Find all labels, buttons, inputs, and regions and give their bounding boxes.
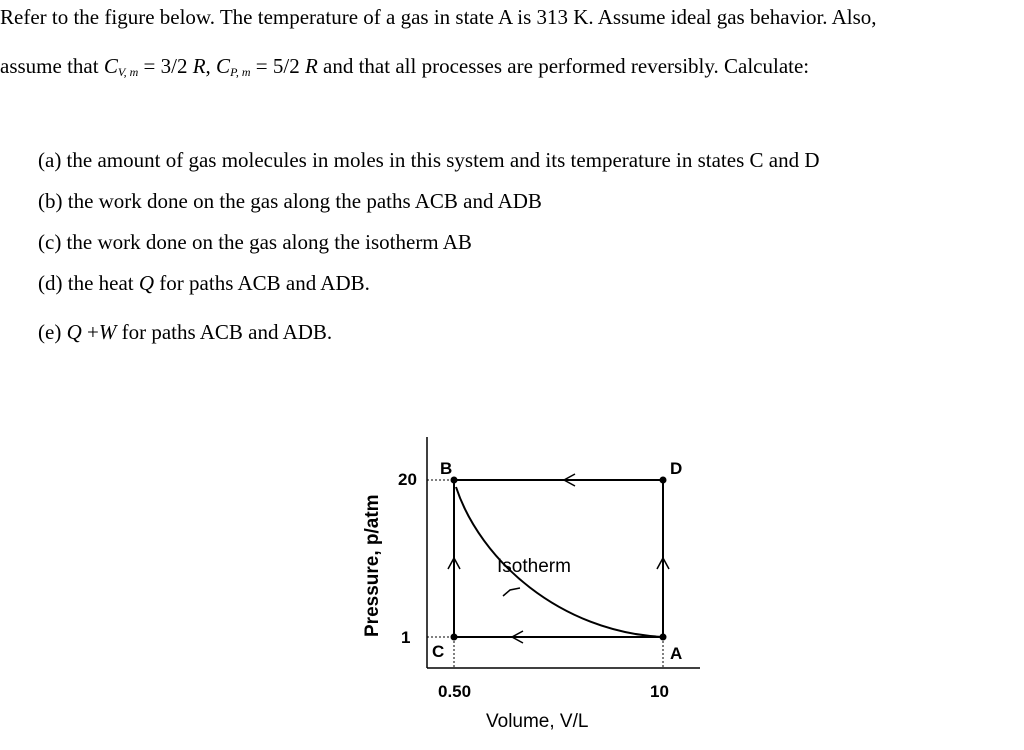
point-C-label: C	[432, 642, 445, 661]
point-B-label: B	[440, 459, 453, 478]
cp-r: R	[304, 54, 318, 78]
x-axis-label: Volume, V/L	[486, 711, 589, 732]
intro-line-2-pre: assume that	[0, 54, 104, 78]
question-d-q: Q	[138, 271, 155, 295]
question-e-q: Q	[66, 320, 82, 344]
point-A-marker	[660, 634, 667, 641]
point-A-label: A	[670, 644, 683, 663]
isotherm-label: Isotherm	[497, 556, 571, 577]
question-d-post: for paths ACB and ADB.	[154, 271, 370, 295]
point-D-marker	[660, 477, 667, 484]
question-e-pre: (e)	[38, 320, 67, 344]
cp-symbol: C	[216, 54, 231, 78]
question-e-plus: +	[81, 320, 99, 344]
question-d-pre: (d) the heat	[38, 271, 139, 295]
question-e-post: for paths ACB and ADB.	[116, 320, 333, 344]
y-tick-20: 20	[398, 470, 417, 489]
question-b: (b) the work done on the gas along the paths ACB and ADB	[38, 189, 542, 213]
cv-r: R	[192, 54, 206, 78]
cv-value: = 3/2	[138, 54, 193, 78]
y-axis-label: Pressure, p/atm	[362, 494, 383, 637]
arrow-isotherm	[503, 588, 520, 596]
question-c: (c) the work done on the gas along the isotherm AB	[38, 230, 472, 254]
x-tick-low: 0.50	[438, 682, 472, 701]
separator: ,	[205, 54, 217, 78]
x-tick-high: 10	[650, 682, 669, 701]
intro-line-2-post: and that all processes are performed reversibly. Calculate:	[317, 54, 810, 78]
cv-subscript: V, m	[117, 65, 139, 79]
intro-line-1: Refer to the figure below. The temperature of a gas in state A is 313 K. Assume ideal gas behavior. Also,	[0, 5, 877, 29]
y-tick-1: 1	[401, 628, 411, 647]
question-e-w: W	[98, 320, 117, 344]
question-a: (a) the amount of gas molecules in moles in this system and its temperature in states C and D	[38, 148, 820, 172]
point-D-label: D	[670, 459, 683, 478]
cv-symbol: C	[103, 54, 118, 78]
cp-subscript: P, m	[230, 65, 251, 79]
cp-value: = 5/2	[250, 54, 305, 78]
point-C-marker	[451, 634, 458, 641]
